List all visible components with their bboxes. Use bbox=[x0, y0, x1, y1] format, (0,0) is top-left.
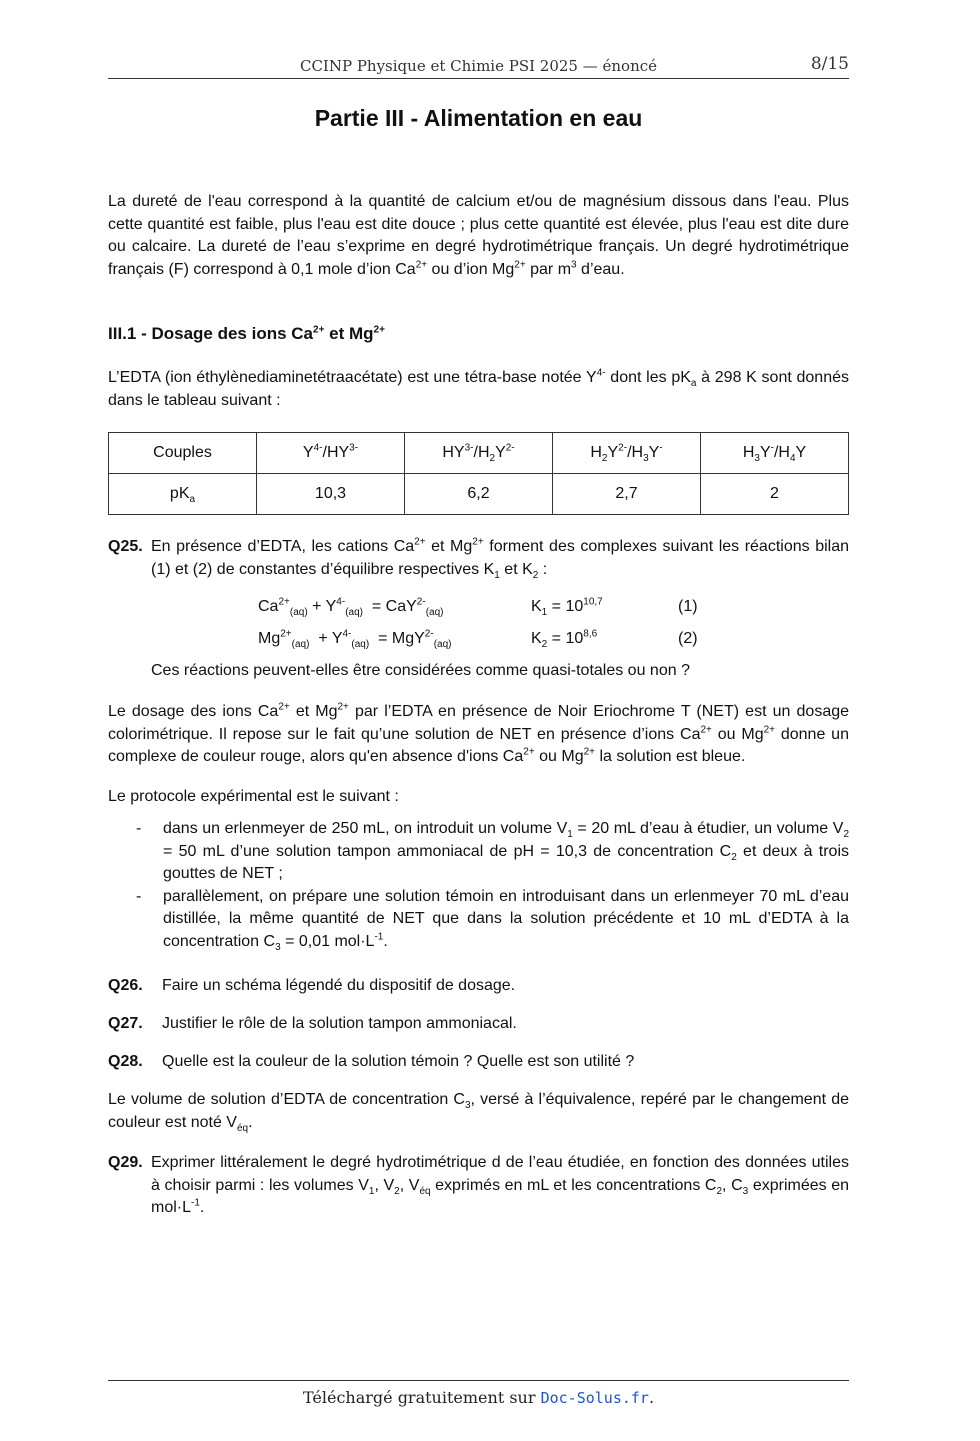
equation-number: (2) bbox=[678, 630, 698, 647]
question-label: Q29. bbox=[108, 1154, 143, 1171]
volume-paragraph: Le volume de solution d’EDTA de concentration $C_3$, versé à l’équivalence, repéré par le changement de couleur est noté $V_{éq}$. bbox=[108, 1091, 850, 1134]
question-q28 bbox=[108, 1051, 849, 1074]
table-cell: 10,3 bbox=[257, 474, 405, 515]
part-title: Partie III - Alimentation en eau bbox=[314, 105, 643, 131]
table-cell: $H_3Y^-/H_4Y$ bbox=[701, 433, 849, 474]
protocol-list bbox=[108, 818, 849, 953]
page-footer bbox=[108, 1380, 849, 1407]
table-cell: $Y^{4-}/HY^{3-}$ bbox=[257, 433, 405, 474]
page-number: 8/15 bbox=[810, 54, 849, 74]
question-q29 bbox=[108, 1152, 849, 1220]
list-item: - dans un erlenmeyer de 250 mL, on introduit un volume $V_1 = 20$ mL d’eau à étudier, un volume $V_2 = 50$ mL d’une solution tampon ammoniacal de pH = 10,3 de concentration $C_2$ et deux à trois gouttes de NET ; bbox=[136, 820, 850, 882]
question-label: Q25. bbox=[108, 538, 143, 555]
q25-question: Ces réactions peuvent-elles être considérées comme quasi-totales ou non ? bbox=[151, 662, 690, 679]
table-cell: 2,7 bbox=[553, 474, 701, 515]
table-cell: 2 bbox=[701, 474, 849, 515]
section-heading: III.1 - Dosage des ions $Ca^{2+}$ et $Mg^{2+}$ bbox=[108, 324, 385, 343]
question-label: Q26. bbox=[108, 977, 143, 994]
question-label: Q27. bbox=[108, 1015, 143, 1032]
constant-k2: $K_2 = 10^{8,6}$ bbox=[531, 628, 598, 651]
footer-text: Téléchargé gratuitement sur Doc-Solus.fr. bbox=[302, 1388, 655, 1407]
table-cell: $HY^{3-}/H_2Y^{2-}$ bbox=[405, 433, 553, 474]
question-label: Q28. bbox=[108, 1053, 143, 1070]
protocol-intro: Le protocole expérimental est le suivant : bbox=[108, 788, 399, 805]
dosage-paragraph: Le dosage des ions $Ca^{2+}$ et $Mg^{2+}$ par l’EDTA en présence de Noir Eriochrome T (NET) est un dosage colorimétrique. Il repose sur le fait qu’une solution de NET en présence d’ions $Ca^{2+}$ ou $Mg^{2+}$ donne un complexe de couleur rouge, alors qu'en absence d'ions $Ca^{2+}$ ou $Mg^{2+}$ la solution est bleue. bbox=[108, 701, 850, 765]
question-q25 bbox=[108, 536, 849, 581]
document-page bbox=[108, 0, 849, 1441]
table-row bbox=[109, 474, 849, 515]
page-header bbox=[108, 52, 849, 79]
question-text: Quelle est la couleur de la solution témoin ? Quelle est son utilité ? bbox=[162, 1053, 635, 1070]
table-cell: Couples bbox=[109, 433, 257, 474]
question-text: Justifier le rôle de la solution tampon ammoniacal. bbox=[162, 1015, 517, 1032]
question-q26 bbox=[108, 975, 849, 998]
equation-1: $Ca^{2+}_{(aq)} + Y^{4-}_{(aq)} = CaY^{2-}_{(aq)}$ bbox=[258, 596, 444, 619]
table-cell: $H_2Y^{2-}/H_3Y^-$ bbox=[553, 433, 701, 474]
pka-table bbox=[108, 432, 849, 515]
question-text: Faire un schéma légendé du dispositif de dosage. bbox=[162, 977, 516, 994]
edta-paragraph: L’EDTA (ion éthylènediaminetétraacétate) est une tétra-base notée $Y^{4-}$ dont les $pK_a$ à 298 K sont donnés dans le tableau suivant : bbox=[108, 367, 850, 409]
intro-paragraph: La dureté de l'eau correspond à la quantité de calcium et/ou de magnésium dissous dans l'eau. Plus cette quantité est faible, plus l'eau est dite douce ; plus cette quantité est élevée, plus l'eau est dite dure ou calcaire. La dureté de l’eau s’exprime en degré hydrotimétrique français. Un degré hydrotimétrique français (F) correspond à 0,1 mole d’ion $Ca^{2+}$ ou d’ion $Mg^{2+}$ par $m^3$ d’eau. bbox=[108, 193, 849, 278]
list-item: - parallèlement, on prépare une solution témoin en introduisant dans un erlenmeyer 70 mL d’eau distillée, la même quantité de NET que dans la solution précédente et 10 mL d’EDTA à la concentration $C_3 = 0,01$ $mol\cdot L^{-1}$. bbox=[136, 887, 849, 953]
question-q27 bbox=[108, 1013, 849, 1036]
equation-2: $Mg^{2+}_{(aq)} + Y^{4-}_{(aq)} = MgY^{2-}_{(aq)}$ bbox=[258, 628, 452, 651]
constant-k1: $K_1 = 10^{10,7}$ bbox=[531, 596, 603, 619]
table-cell: 6,2 bbox=[405, 474, 553, 515]
header-title: CCINP Physique et Chimie PSI 2025 — énoncé bbox=[299, 57, 658, 75]
equation-number: (1) bbox=[678, 598, 698, 615]
table-row bbox=[109, 433, 849, 474]
doc-solus-link[interactable]: Doc-Solus.fr bbox=[540, 1389, 649, 1407]
question-text: Exprimer littéralement le degré hydrotimétrique d de l’eau étudiée, en fonction des données utiles à choisir parmi : les volumes $V_1$, $V_2$, $V_{éq}$ exprimés en mL et les concentrations $C_2$, $C_3$ exprimées en $mol\cdot L^{-1}$. bbox=[151, 1154, 850, 1216]
table-cell: $pK_a$ bbox=[109, 474, 257, 515]
question-text: En présence d’EDTA, les cations $Ca^{2+}$ et $Mg^{2+}$ forment des complexes suivant les réactions bilan (1) et (2) de constantes d’équilibre respectives $K_1$ et $K_2$ : bbox=[151, 536, 849, 581]
